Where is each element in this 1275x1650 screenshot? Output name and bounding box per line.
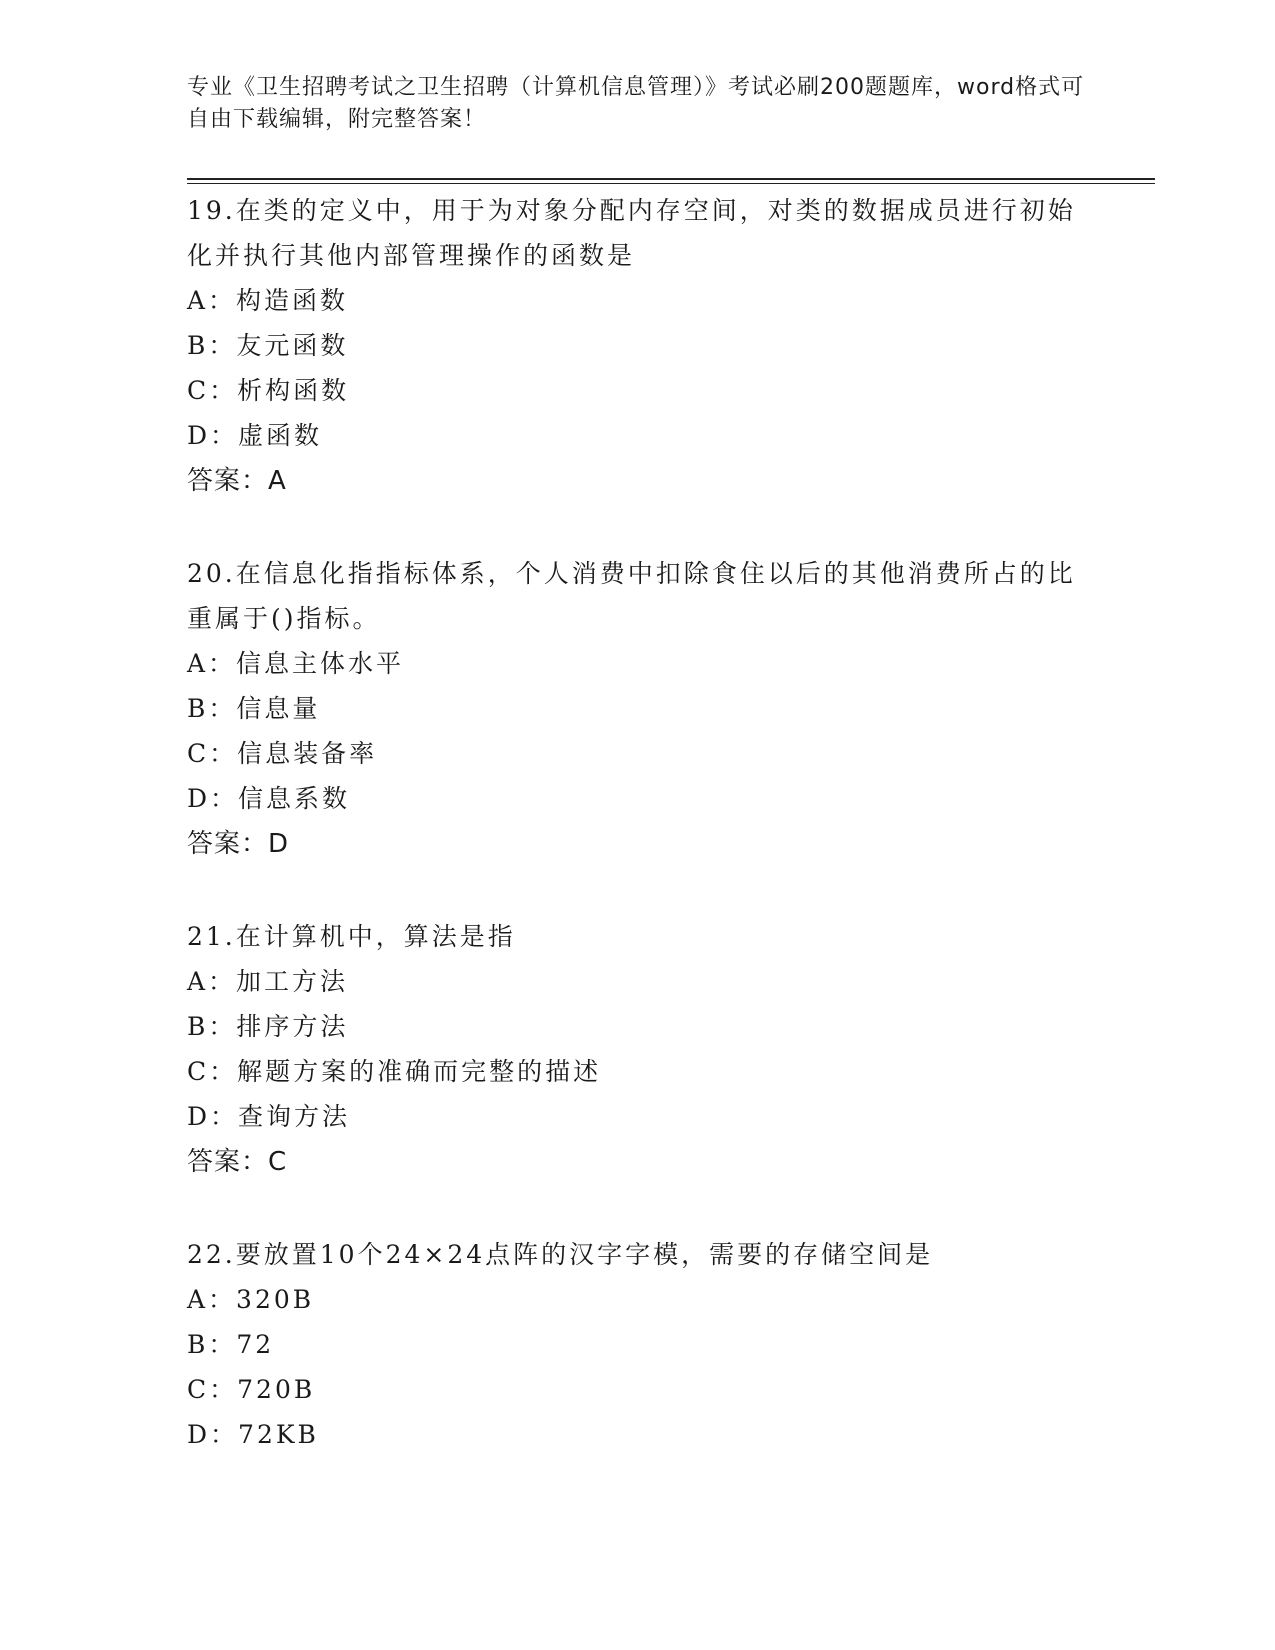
question-22 xyxy=(187,1232,1087,1457)
option-a: A：320B xyxy=(187,1285,315,1314)
question-spacer xyxy=(187,504,1087,551)
answer-label: 答案：C xyxy=(187,1147,288,1177)
question-spacer xyxy=(187,867,1087,914)
option-b: B：排序方法 xyxy=(187,1012,349,1041)
option-a: A：构造函数 xyxy=(187,286,349,315)
question-21 xyxy=(187,914,1087,1232)
option-c: C：解题方案的准确而完整的描述 xyxy=(187,1057,602,1086)
option-d: D：信息系数 xyxy=(187,784,351,813)
option-a: A：加工方法 xyxy=(187,967,349,996)
option-b: B：信息量 xyxy=(187,694,321,723)
question-spacer xyxy=(187,1185,1087,1232)
option-c: C：信息装备率 xyxy=(187,739,378,768)
option-d: D：查询方法 xyxy=(187,1102,351,1131)
option-b: B：友元函数 xyxy=(187,331,349,360)
question-stem: 20.在信息化指指标体系，个人消费中扣除食住以后的其他消费所占的比重属于()指标。 xyxy=(187,559,1076,633)
option-c: C：720B xyxy=(187,1375,316,1404)
question-19 xyxy=(187,188,1087,551)
document-header xyxy=(187,72,1087,136)
option-b: B：72 xyxy=(187,1330,275,1359)
answer-label: 答案：D xyxy=(187,829,290,859)
option-c: C：析构函数 xyxy=(187,376,350,405)
question-stem: 19.在类的定义中，用于为对象分配内存空间，对类的数据成员进行初始化并执行其他内部管理操作的函数是 xyxy=(187,196,1076,270)
answer-label: 答案：A xyxy=(187,466,287,496)
header-divider-thin xyxy=(187,183,1155,184)
question-20 xyxy=(187,551,1087,914)
header-divider-thick xyxy=(187,178,1155,180)
option-d: D：72KB xyxy=(187,1420,319,1449)
question-list xyxy=(187,188,1087,1457)
option-d: D：虚函数 xyxy=(187,421,323,450)
question-stem: 22.要放置10个24×24点阵的汉字字模，需要的存储空间是 xyxy=(187,1240,934,1269)
question-stem: 21.在计算机中，算法是指 xyxy=(187,922,516,951)
option-a: A：信息主体水平 xyxy=(187,649,405,678)
header-title: 专业《卫生招聘考试之卫生招聘（计算机信息管理）》考试必刷200题题库，word格式可自由下载编辑，附完整答案！ xyxy=(187,75,1085,132)
